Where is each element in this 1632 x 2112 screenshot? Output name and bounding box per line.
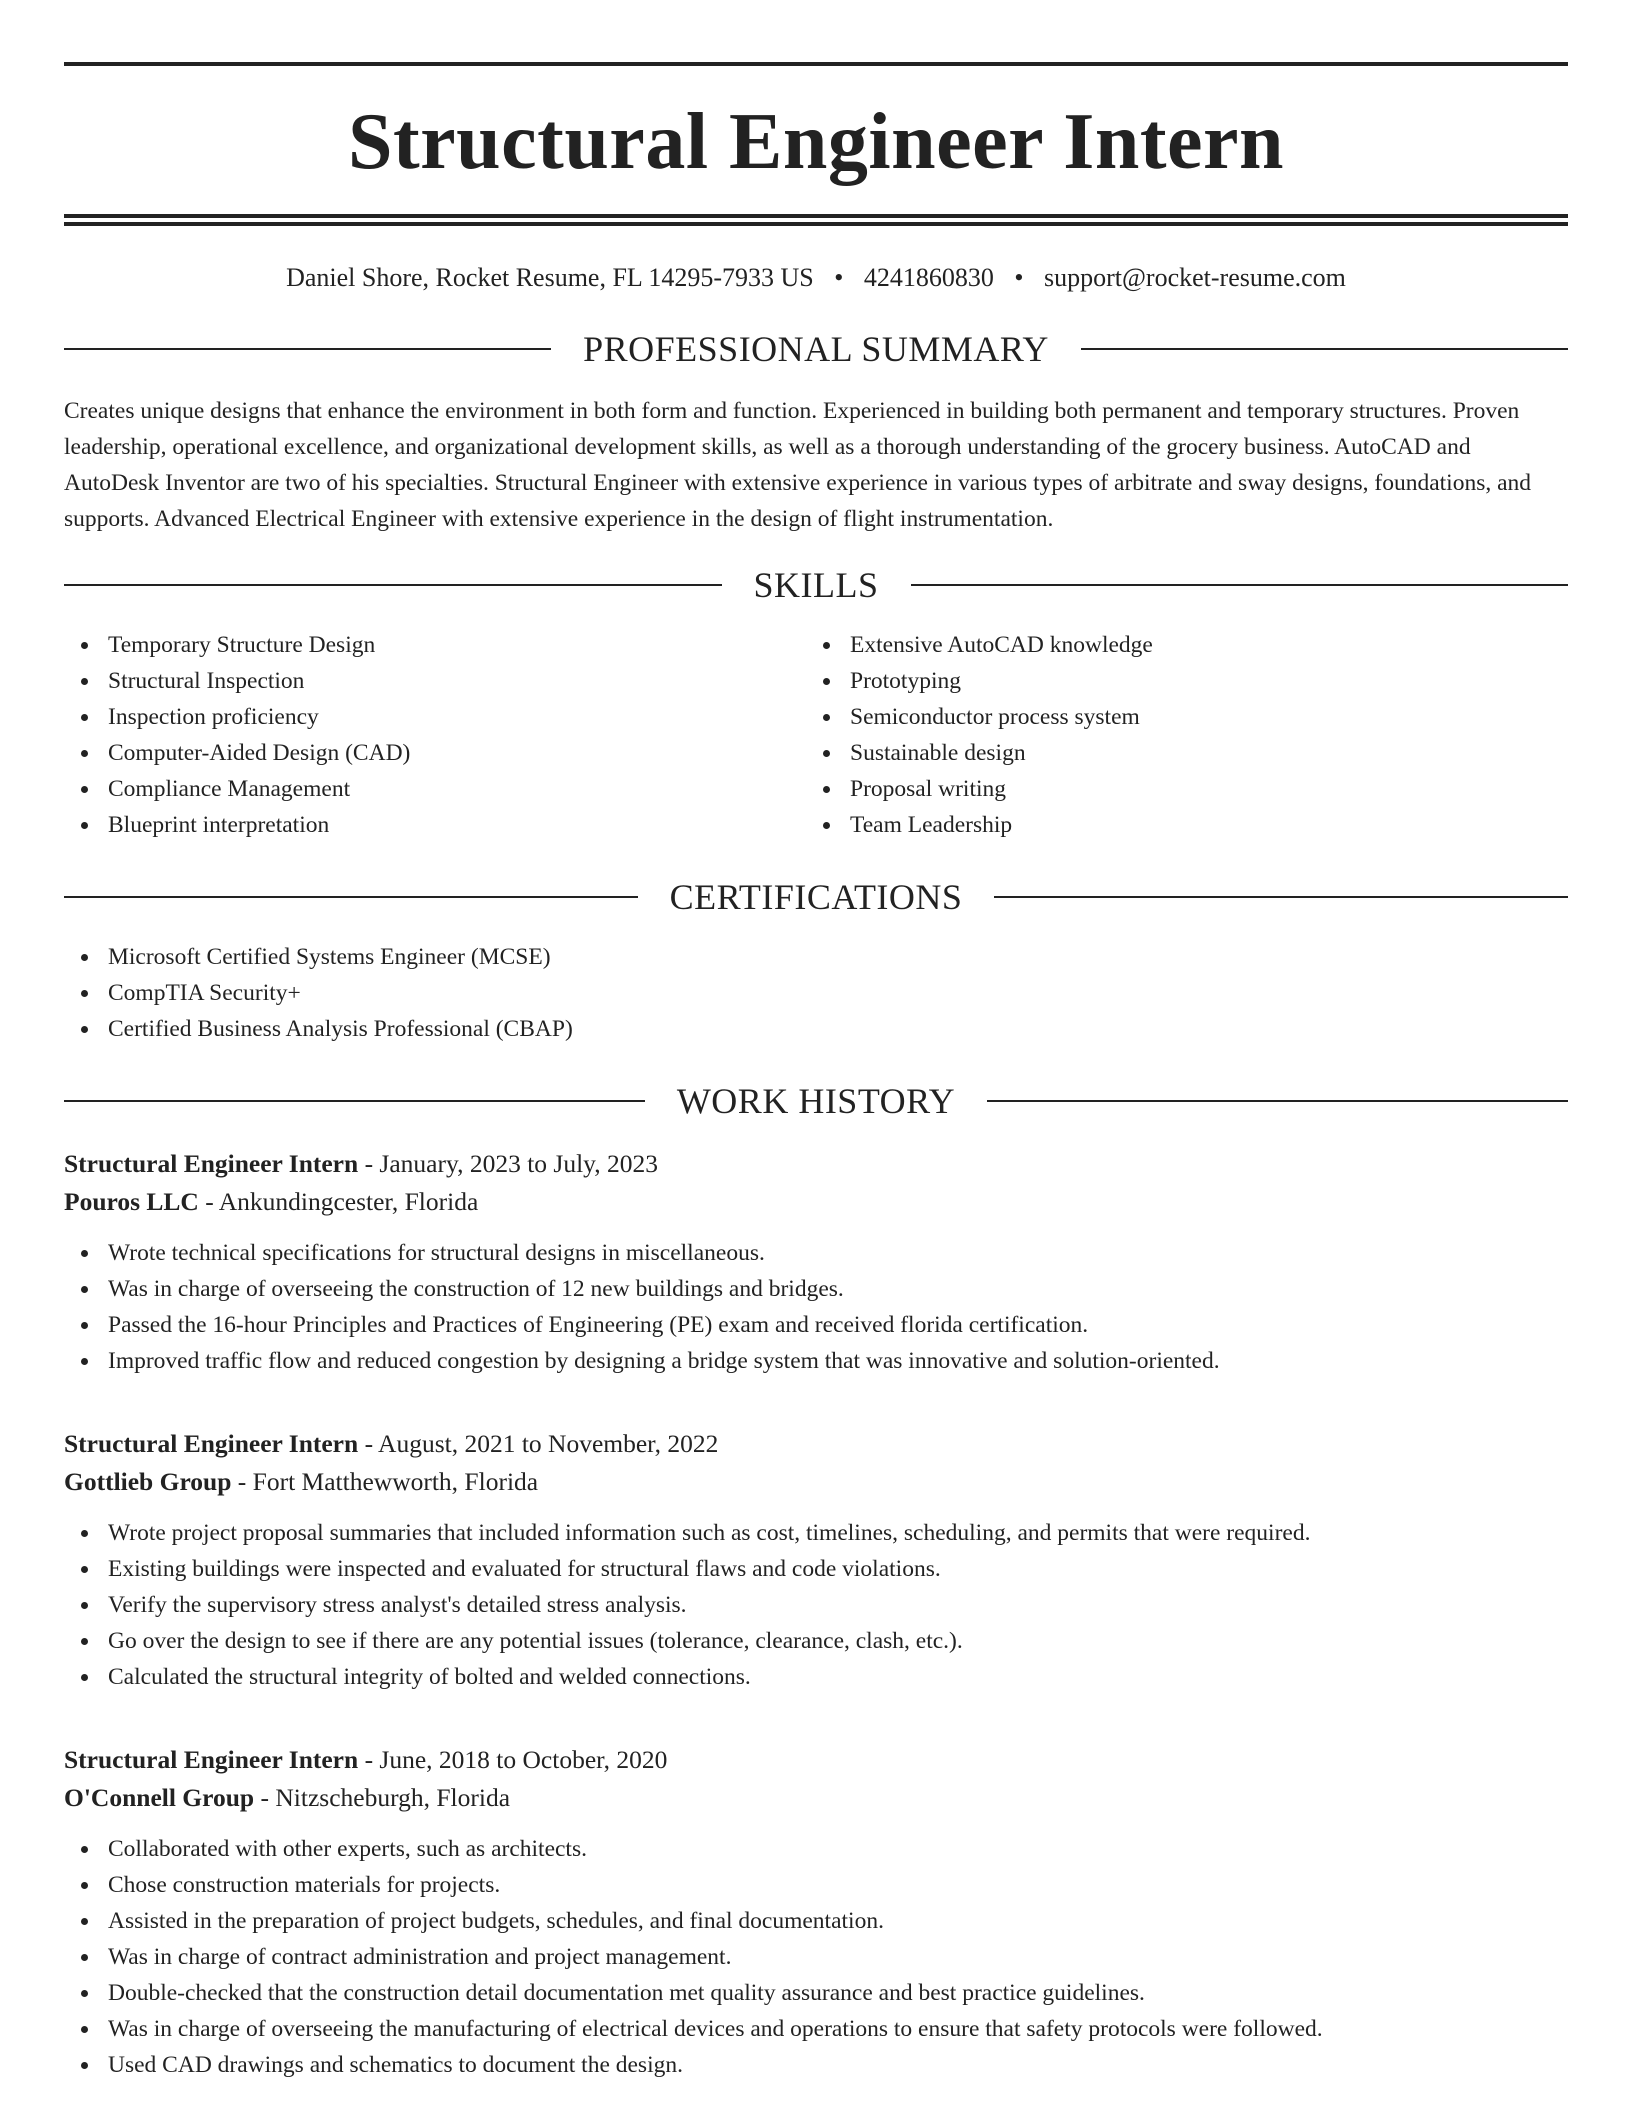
heading-rule-left (64, 1100, 645, 1102)
job-dates: - June, 2018 to October, 2020 (358, 1745, 668, 1775)
job-company-line (64, 1463, 1568, 1501)
certification-item: Certified Business Analysis Professional (CBAP) (64, 1011, 1568, 1047)
job-entry (64, 1425, 1568, 1695)
job-title-line (64, 1741, 1568, 1779)
work-history-heading (64, 1081, 1568, 1122)
contact-separator: • (834, 263, 844, 292)
skill-item: Blueprint interpretation (64, 807, 806, 843)
contact-separator: • (1014, 263, 1024, 292)
job-bullet: Calculated the structural integrity of bolted and welded connections. (64, 1659, 1568, 1695)
heading-rule-left (64, 348, 551, 350)
skill-item: Prototyping (806, 663, 1548, 699)
job-location: - Nitzscheburgh, Florida (254, 1783, 511, 1813)
skill-item: Computer-Aided Design (CAD) (64, 735, 806, 771)
job-bullets (64, 1515, 1568, 1695)
skill-item: Compliance Management (64, 771, 806, 807)
summary-text: Creates unique designs that enhance the environment in both form and function. Experienced in building both permanent and temporary structures. Proven leadership, operational excellence, and organizational development skills, as well as a thorough understanding of the grocery business. AutoCAD and AutoDesk Inventor are two of his specialties. Structural Engineer with extensive experience in various types of arbitrate and sway designs, foundations, and supports. Advanced Electrical Engineer with extensive experience in the design of flight instrumentation. (64, 398, 1532, 533)
job-title: Structural Engineer Intern (64, 1745, 359, 1775)
job-bullets (64, 1831, 1568, 2083)
job-location: - Fort Matthewworth, Florida (231, 1467, 539, 1497)
job-title-line (64, 1425, 1568, 1463)
heading-rule-left (64, 896, 638, 898)
skill-item: Sustainable design (806, 735, 1548, 771)
job-bullet: Was in charge of overseeing the manufacturing of electrical devices and operations to ensure that safety protocols were followed. (64, 2011, 1568, 2047)
job-bullet: Existing buildings were inspected and evaluated for structural flaws and code violations. (64, 1551, 1568, 1587)
job-bullet: Verify the supervisory stress analyst's detailed stress analysis. (64, 1587, 1568, 1623)
contact-address: Daniel Shore, Rocket Resume, FL 14295-7933 US (286, 263, 814, 292)
work-history-heading-label: WORK HISTORY (676, 1081, 956, 1122)
job-bullet: Chose construction materials for projects. (64, 1867, 1568, 1903)
job-company-line (64, 1779, 1568, 1817)
certifications-list (64, 939, 1568, 1047)
top-rule (64, 62, 1568, 66)
skill-item: Semiconductor process system (806, 699, 1548, 735)
skills-list (64, 627, 1568, 843)
heading-rule-right (987, 1100, 1568, 1102)
job-bullet: Was in charge of contract administration and project management. (64, 1939, 1568, 1975)
job-dates: - August, 2021 to November, 2022 (358, 1429, 719, 1459)
summary-heading-label: PROFESSIONAL SUMMARY (583, 329, 1049, 370)
contact-line (64, 262, 1568, 293)
certification-item: Microsoft Certified Systems Engineer (MCSE) (64, 939, 1568, 975)
job-dates: - January, 2023 to July, 2023 (358, 1149, 659, 1179)
heading-rule-right (911, 584, 1569, 586)
title-double-rule (64, 214, 1568, 226)
job-bullet: Assisted in the preparation of project budgets, schedules, and final documentation. (64, 1903, 1568, 1939)
job-bullet: Wrote technical specifications for structural designs in miscellaneous. (64, 1235, 1568, 1271)
job-bullet: Collaborated with other experts, such as architects. (64, 1831, 1568, 1867)
resume-title: Structural Engineer Intern (348, 98, 1284, 186)
certifications-heading-label: CERTIFICATIONS (669, 877, 963, 918)
job-bullet: Passed the 16-hour Principles and Practices of Engineering (PE) exam and received florida certification. (64, 1307, 1568, 1343)
job-entry (64, 1741, 1568, 2083)
heading-rule-right (994, 896, 1568, 898)
job-bullets (64, 1235, 1568, 1379)
job-bullet: Wrote project proposal summaries that included information such as cost, timelines, scheduling, and permits that were required. (64, 1515, 1568, 1551)
skill-item: Proposal writing (806, 771, 1548, 807)
summary-heading (64, 329, 1568, 370)
certifications-heading (64, 877, 1568, 918)
job-company-line (64, 1183, 1568, 1221)
skills-heading (64, 565, 1568, 606)
job-entry (64, 1145, 1568, 1379)
skill-item: Extensive AutoCAD knowledge (806, 627, 1548, 663)
contact-phone: 4241860830 (863, 263, 994, 292)
job-location: - Ankundingcester, Florida (198, 1187, 479, 1217)
resume-page (64, 62, 1568, 2083)
skill-item: Inspection proficiency (64, 699, 806, 735)
job-bullet: Double-checked that the construction detail documentation met quality assurance and best practice guidelines. (64, 1975, 1568, 2011)
job-title: Structural Engineer Intern (64, 1429, 359, 1459)
skills-heading-label: SKILLS (753, 565, 879, 606)
job-bullet: Used CAD drawings and schematics to document the design. (64, 2047, 1568, 2083)
skills-column-left (64, 627, 806, 843)
job-company: O'Connell Group (64, 1783, 255, 1813)
job-bullet: Go over the design to see if there are any potential issues (tolerance, clearance, clash, etc.). (64, 1623, 1568, 1659)
skill-item: Temporary Structure Design (64, 627, 806, 663)
job-bullet: Improved traffic flow and reduced congestion by designing a bridge system that was innovative and solution-oriented. (64, 1343, 1568, 1379)
skill-item: Team Leadership (806, 807, 1548, 843)
heading-rule-left (64, 584, 722, 586)
certification-item: CompTIA Security+ (64, 975, 1568, 1011)
job-company: Gottlieb Group (64, 1467, 232, 1497)
skill-item: Structural Inspection (64, 663, 806, 699)
job-bullet: Was in charge of overseeing the construction of 12 new buildings and bridges. (64, 1271, 1568, 1307)
contact-email: support@rocket-resume.com (1043, 263, 1346, 292)
job-title: Structural Engineer Intern (64, 1149, 359, 1179)
job-title-line (64, 1145, 1568, 1183)
heading-rule-right (1081, 348, 1568, 350)
job-company: Pouros LLC (64, 1187, 199, 1217)
skills-column-right (806, 627, 1548, 843)
